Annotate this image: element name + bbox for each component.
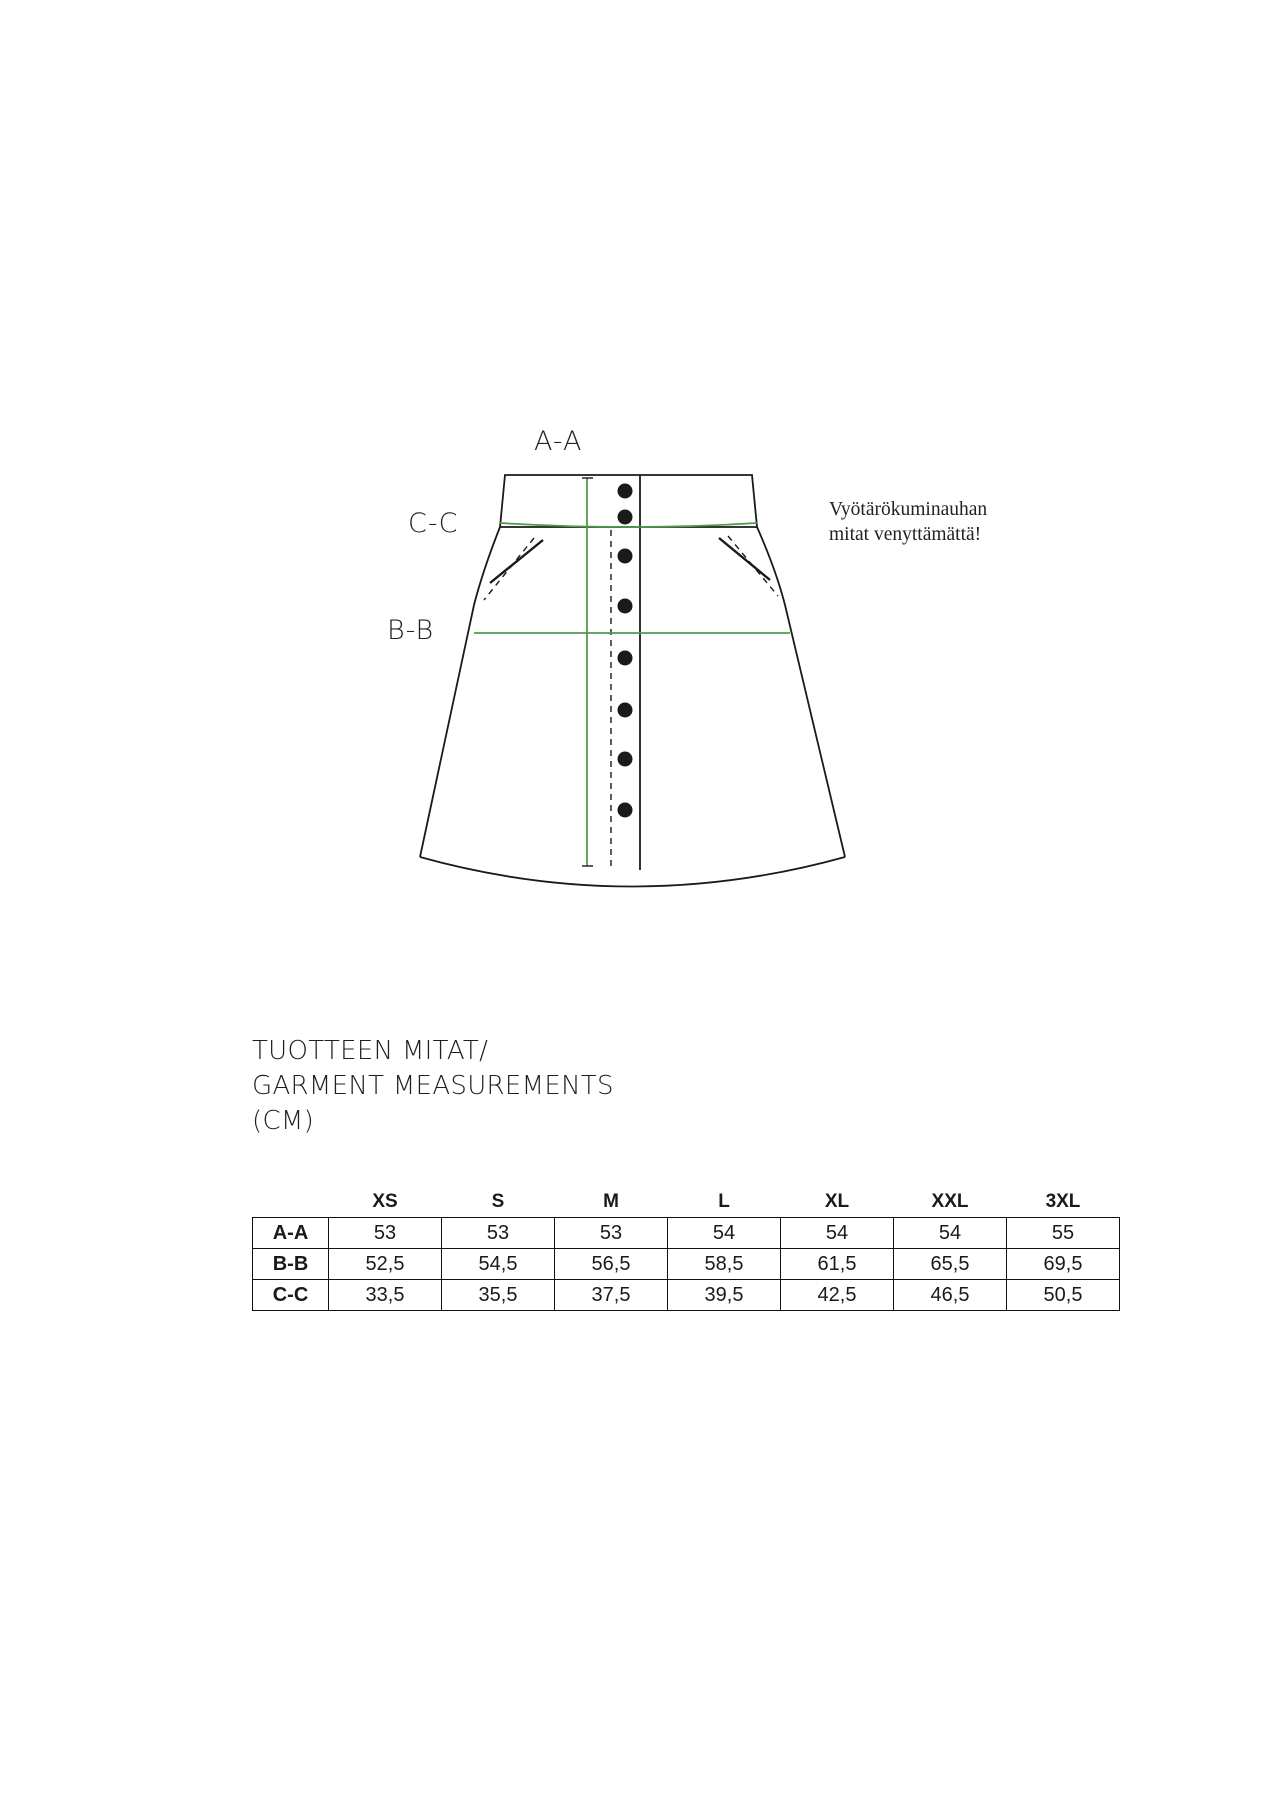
table-cell: 54 [668, 1218, 781, 1249]
table-cell: 69,5 [1007, 1249, 1120, 1280]
button-dot [618, 549, 633, 564]
size-header: 3XL [1045, 1191, 1081, 1212]
size-table [252, 1187, 1120, 1311]
corner-cell [253, 1187, 329, 1218]
table-cell: 54 [894, 1218, 1007, 1249]
note-line-2: mitat venyttämättä! [829, 524, 982, 545]
pocket-left [490, 540, 543, 583]
table-cell: 33,5 [329, 1280, 442, 1311]
table-cell: 65,5 [894, 1249, 1007, 1280]
button-dot [618, 599, 633, 614]
waistband-note [829, 497, 987, 547]
table-cell: 54,5 [442, 1249, 555, 1280]
button-dot [618, 752, 633, 767]
table-cell: 55 [1007, 1218, 1120, 1249]
label-c-c: C-C [408, 508, 459, 539]
table-cell: 37,5 [555, 1280, 668, 1311]
note-line-1: Vyötärökuminauhan [829, 499, 988, 520]
table-cell: 42,5 [781, 1280, 894, 1311]
table-cell: 58,5 [668, 1249, 781, 1280]
size-header: M [603, 1191, 619, 1212]
button-dot [618, 510, 633, 525]
size-header: XXL [931, 1191, 969, 1212]
size-header: XL [824, 1191, 850, 1212]
heading-line-3: (CM) [252, 1106, 315, 1136]
button-dot [618, 651, 633, 666]
size-header: XS [372, 1191, 398, 1212]
table-cell: 53 [329, 1218, 442, 1249]
size-header-row [253, 1187, 1120, 1218]
pocket-right [719, 538, 770, 580]
row-label: A-A [253, 1218, 329, 1249]
row-label: B-B [253, 1249, 329, 1280]
skirt-hem [420, 857, 845, 887]
label-a-a: A-A [534, 426, 583, 457]
row-label: C-C [253, 1280, 329, 1311]
table-cell: 52,5 [329, 1249, 442, 1280]
table-cell: 46,5 [894, 1280, 1007, 1311]
table-row [253, 1249, 1120, 1280]
heading-line-1: TUOTTEEN MITAT/ [252, 1036, 489, 1066]
table-cell: 54 [781, 1218, 894, 1249]
button-dot [618, 803, 633, 818]
table-cell: 39,5 [668, 1280, 781, 1311]
label-b-b: B-B [387, 615, 435, 646]
heading-line-2: GARMENT MEASUREMENTS [252, 1071, 614, 1101]
skirt-right-side [757, 527, 845, 857]
table-cell: 53 [555, 1218, 668, 1249]
size-header: L [718, 1191, 730, 1212]
size-header: S [491, 1191, 505, 1212]
table-cell: 61,5 [781, 1249, 894, 1280]
table-row [253, 1280, 1120, 1311]
table-row [253, 1218, 1120, 1249]
button-dot [618, 703, 633, 718]
table-cell: 50,5 [1007, 1280, 1120, 1311]
table-cell: 35,5 [442, 1280, 555, 1311]
table-cell: 53 [442, 1218, 555, 1249]
table-cell: 56,5 [555, 1249, 668, 1280]
button-dot [618, 484, 633, 499]
measurements-heading [252, 1034, 614, 1139]
skirt-left-side [420, 527, 500, 857]
